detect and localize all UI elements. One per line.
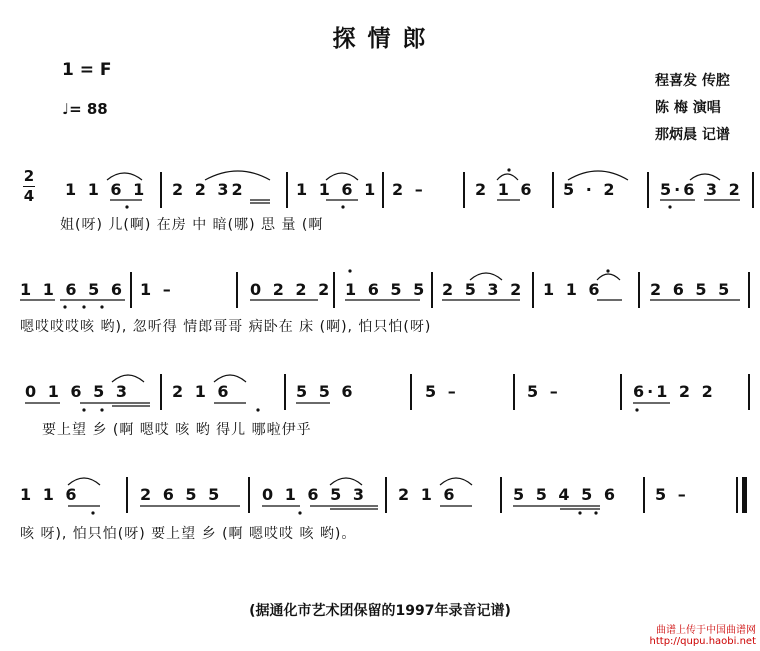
row1-measure5: 2 1 6 [475, 180, 535, 199]
row2-measure1: 1 1 6 5 6 [20, 280, 125, 299]
time-signature-top: 2 [23, 167, 35, 185]
octave-dot [348, 269, 351, 272]
row4-measure1: 1 1 6 [20, 485, 80, 504]
row3-measure6: 6·1 2 2 [633, 382, 716, 401]
octave-dot [100, 305, 103, 308]
octave-dot [606, 269, 609, 272]
row3-measure4: 5 – [425, 382, 459, 401]
slur [326, 173, 358, 180]
source-note: (据通化市艺术团保留的1997年录音记谱) [249, 603, 511, 619]
row3-lyrics: 要上望 乡 (啊 嗯哎 咳 哟 得儿 哪啦伊乎 [42, 422, 312, 438]
key-signature: 1 = F [62, 60, 112, 80]
slur [68, 478, 100, 485]
row2-measure7: 2 6 5 5 [650, 280, 733, 299]
octave-dot [100, 408, 103, 411]
slur [568, 171, 628, 180]
octave-dot [63, 305, 66, 308]
slur [690, 174, 720, 180]
octave-dot [341, 205, 344, 208]
row2-measure4: 1 6 5 5 [345, 280, 428, 299]
row2-measure3: 0 2 2 2 [250, 280, 333, 299]
octave-dot [507, 168, 510, 171]
octave-dot [578, 511, 581, 514]
row1-lyrics: 姐(呀) 儿(啊) 在房 中 暗(哪) 思 量 (啊 [60, 217, 324, 233]
octave-dot [82, 408, 85, 411]
slur [330, 478, 362, 485]
row3-measure1: 0 1 6 5 3 [25, 382, 130, 401]
row4-lyrics: 咳 呀), 怕只怕(呀) 要上望 乡 (啊 嗯哎哎 咳 哟)。 [20, 526, 357, 542]
slur [470, 273, 502, 280]
watermark-line2: http://qupu.haobi.net [649, 636, 756, 647]
row2-measure2: 1 – [140, 280, 174, 299]
time-signature-bottom: 4 [23, 187, 35, 205]
row3-measure5: 5 – [527, 382, 561, 401]
row2-measure6: 1 1 6 [543, 280, 603, 299]
octave-dot [668, 205, 671, 208]
row3-measure3: 5 5 6 [296, 382, 356, 401]
slur [112, 375, 144, 382]
watermark-line1: 曲谱上传于中国曲谱网 [656, 625, 756, 636]
watermark [650, 625, 756, 647]
row1-measure6: 5 · 2 [563, 180, 618, 199]
row4-measure6: 5 – [655, 485, 689, 504]
row2-measure5: 2 5 3 2 [442, 280, 525, 299]
octave-dot [125, 205, 128, 208]
credit-transcriber: 那炳晨 记谱 [655, 127, 730, 143]
row3-measure2: 2 1 6 [172, 382, 232, 401]
octave-dot [82, 305, 85, 308]
slur [205, 171, 270, 180]
row1-measure1: 1 1 6 1 [65, 180, 148, 199]
row4-measure3: 0 1 6 5 3 [262, 485, 367, 504]
row4-measure5: 5 5 4 5 6 [513, 485, 618, 504]
slur [107, 173, 142, 180]
song-title: 探 情 郎 [332, 26, 428, 52]
row1-measure7: 5·6 3 2 [660, 180, 743, 199]
slur [497, 174, 518, 180]
octave-dot [635, 408, 638, 411]
slur [214, 375, 246, 382]
octave-dot [594, 511, 597, 514]
octave-dot [91, 511, 94, 514]
slur [597, 274, 620, 280]
row4-measure2: 2 6 5 5 [140, 485, 223, 504]
credit-arranger: 程喜发 传腔 [655, 73, 730, 89]
slur [440, 478, 472, 485]
row2-lyrics: 嗯哎哎哎咳 哟), 忽听得 情郎哥哥 病卧在 床 (啊), 怕只怕(呀) [20, 319, 432, 335]
row1-measure4: 2 – [392, 180, 426, 199]
octave-dot [298, 511, 301, 514]
tempo-marking: ♩= 88 [62, 100, 108, 118]
credit-singer: 陈 梅 演唱 [655, 100, 721, 116]
row1-measure3: 1 1 6 1 [296, 180, 379, 199]
row1-measure2: 2 2 32 [172, 180, 246, 199]
octave-dot [256, 408, 259, 411]
row4-measure4: 2 1 6 [398, 485, 458, 504]
